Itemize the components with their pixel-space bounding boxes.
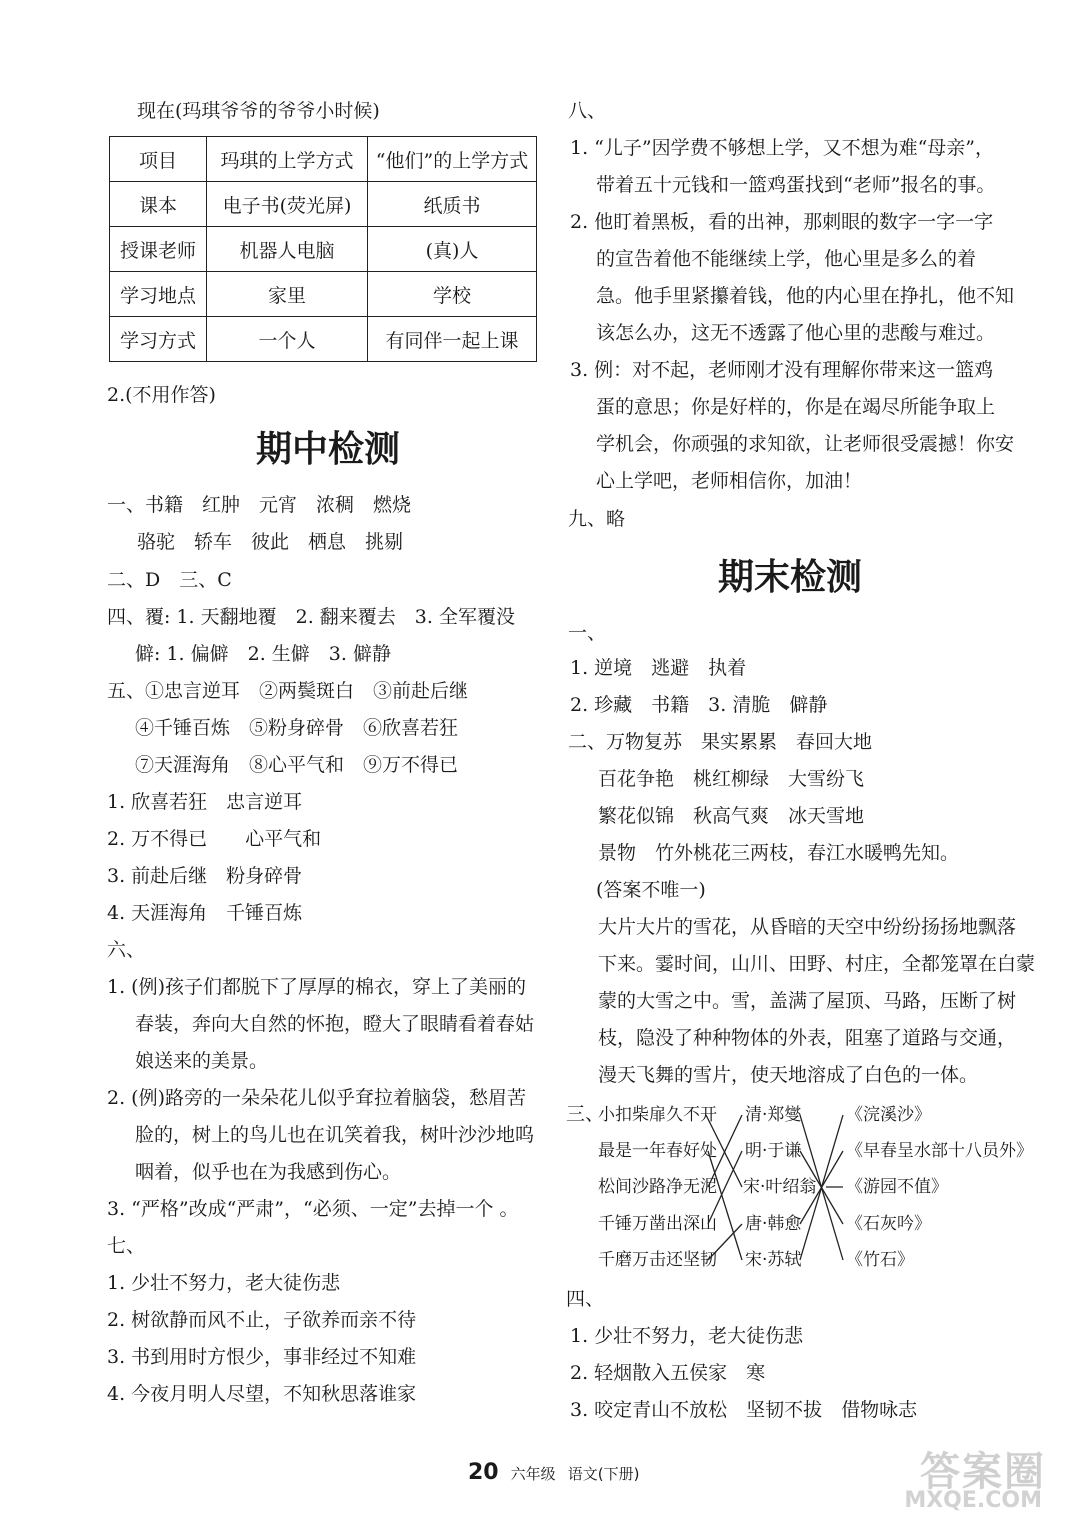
answer-line: 该怎么办，这无不透露了他心里的悲酸与难过。 xyxy=(596,322,996,344)
answer-line: 下来。霎时间，山川、田野、村庄，全都笼罩在白蒙 xyxy=(598,953,1036,975)
answer-line: 2. 树欲静而风不止，子欲养而亲不待 xyxy=(107,1309,417,1331)
answer-line: 3. 咬定青山不放松 坚韧不拔 借物咏志 xyxy=(570,1399,918,1421)
answer-line: 百花争艳 桃红柳绿 大雪纷飞 xyxy=(598,768,865,790)
answer-line: 二、D 三、C xyxy=(107,569,232,591)
answer-line: 娘送来的美景。 xyxy=(135,1050,269,1072)
table-cell: 学习地点 xyxy=(110,272,207,317)
answer-line: 六、 xyxy=(107,939,146,961)
answer-line: 七、 xyxy=(107,1235,146,1257)
answer-line: 蛋的意思；你是好样的，你是在竭尽所能争取上 xyxy=(596,396,996,418)
answer-line: 脸的，树上的鸟儿也在讥笑着我，树叶沙沙地呜 xyxy=(135,1124,535,1146)
answer-line: 的宣告着他不能继续上学，他心里是多么的着 xyxy=(596,248,977,270)
table-cell: 课本 xyxy=(110,182,207,227)
answer-line: 蒙的大雪之中。雪，盖满了屋顶、马路，压断了树 xyxy=(598,990,1017,1012)
answer-line: 4. 天涯海角 千锤百炼 xyxy=(107,902,303,924)
page-number: 20 xyxy=(468,1460,499,1485)
table-cell: 机器人电脑 xyxy=(207,227,368,272)
title-item: 《竹石》 xyxy=(846,1250,914,1270)
answer-line: 2. 他盯着黑板，看的出神，那刺眼的数字一字一字 xyxy=(570,211,994,233)
answer-line: ⑦天涯海角 ⑧心平气和 ⑨万不得已 xyxy=(135,754,459,776)
answer-line: 4. 今夜月明人尽望，不知秋思落谁家 xyxy=(107,1383,417,1405)
answer-line: 1. 少壮不努力，老大徒伤悲 xyxy=(570,1325,804,1347)
answer-line: 3. “严格”改成“严肃”，“必须、一定”去掉一个 。 xyxy=(107,1198,519,1220)
answer-line: ④千锤百炼 ⑤粉身碎骨 ⑥欣喜若狂 xyxy=(135,717,459,739)
title-item: 《早春呈水部十八员外》 xyxy=(846,1141,1033,1161)
answer-line: 2.(不用作答) xyxy=(107,384,216,406)
answer-line: (答案不唯一) xyxy=(596,879,706,901)
table-cell: 纸质书 xyxy=(368,182,537,227)
table-cell: 一个人 xyxy=(207,317,368,362)
answer-line: 1. 少壮不努力，老大徒伤悲 xyxy=(107,1272,341,1294)
watermark-text: 答案圈 xyxy=(920,1449,1046,1495)
verse-item: 小扣柴扉久不开 xyxy=(598,1105,717,1125)
table-cell: 授课老师 xyxy=(110,227,207,272)
answer-line: 咽着，似乎也在为我感到伤心。 xyxy=(135,1161,402,1183)
answer-line: 大片大片的雪花，从昏暗的天空中纷纷扬扬地飘落 xyxy=(598,916,1017,938)
table-cell: “他们”的上学方式 xyxy=(368,137,537,182)
table-cell: 电子书(荧光屏) xyxy=(207,182,368,227)
answer-line: 景物 竹外桃花三两枝，春江水暖鸭先知。 xyxy=(598,842,960,864)
answer-line: 2. 轻烟散入五侯家 寒 xyxy=(570,1362,766,1384)
author-item: 明·于谦 xyxy=(745,1141,802,1161)
answer-line: 僻: 1. 偏僻 2. 生僻 3. 僻静 xyxy=(135,643,391,665)
answer-line: 春装，奔向大自然的怀抱，瞪大了眼睛看着春姑 xyxy=(135,1013,535,1035)
answer-line: 九、略 xyxy=(568,508,626,530)
intro-line: 现在(玛琪爷爷的爷爷小时候) xyxy=(137,100,380,122)
table-cell: 项目 xyxy=(110,137,207,182)
table-cell: 学习方式 xyxy=(110,317,207,362)
author-item: 唐·韩愈 xyxy=(745,1214,802,1234)
answer-line: 枝，隐没了种种物体的外表，阻塞了道路与交通， xyxy=(598,1027,1017,1049)
verse-item: 千磨万击还坚韧 xyxy=(598,1250,717,1270)
subject-label: 语文(下册) xyxy=(567,1465,640,1483)
answer-line: 3. 前赴后继 粉身碎骨 xyxy=(107,865,303,887)
page-footer xyxy=(468,1460,639,1485)
author-item: 宋·苏轼 xyxy=(745,1250,802,1270)
answer-line: 1. 逆境 逃避 执着 xyxy=(570,657,747,679)
answer-line: 一、书籍 红肿 元宵 浓稠 燃烧 xyxy=(107,494,412,516)
watermark-url: MXQE.COM xyxy=(904,1488,1042,1513)
title-item: 《石灰吟》 xyxy=(846,1214,931,1234)
answer-line: 漫天飞舞的雪片，使天地溶成了白色的一体。 xyxy=(598,1064,979,1086)
answer-line: 繁花似锦 秋高气爽 冰天雪地 xyxy=(598,805,865,827)
answer-line: 五、①忠言逆耳 ②两鬓斑白 ③前赴后继 xyxy=(107,680,469,702)
verse-item: 最是一年春好处 xyxy=(598,1141,717,1161)
answer-line: 四、覆: 1. 天翻地覆 2. 翻来覆去 3. 全军覆没 xyxy=(107,606,515,628)
answer-line: 八、 xyxy=(568,100,607,122)
title-item: 《浣溪沙》 xyxy=(846,1105,931,1125)
table-cell: 家里 xyxy=(207,272,368,317)
answer-line: 二、万物复苏 果实累累 春回大地 xyxy=(568,731,873,753)
answer-line: 四、 xyxy=(566,1288,605,1310)
table-cell: 有同伴一起上课 xyxy=(368,317,537,362)
answer-line: 心上学吧，老师相信你，加油！ xyxy=(596,470,863,492)
verse-item: 松间沙路净无泥 xyxy=(598,1177,717,1197)
table-cell: 学校 xyxy=(368,272,537,317)
answer-line: 带着五十元钱和一篮鸡蛋找到“老师”报名的事。 xyxy=(596,174,996,196)
answer-line: 骆驼 轿车 彼此 栖息 挑剔 xyxy=(137,531,404,553)
match-line xyxy=(708,1151,742,1224)
watermark-logo xyxy=(886,1440,1046,1520)
section-heading-final: 期末检测 xyxy=(718,557,863,598)
answer-line: 2. 珍藏 书籍 3. 清脆 僻静 xyxy=(570,694,828,716)
answer-line: 急。他手里紧攥着钱，他的内心里在挣扎，他不知 xyxy=(596,285,1015,307)
title-item: 《游园不值》 xyxy=(846,1177,948,1197)
answer-line: 1. “儿子”因学费不够想上学，又不想为难“母亲”， xyxy=(570,137,995,159)
answer-line: 2. 万不得已 心平气和 xyxy=(107,828,322,850)
answer-line: 3. 例：对不起，老师刚才没有理解你带来这一篮鸡 xyxy=(570,359,994,381)
verse-item: 千锤万凿出深山 xyxy=(598,1214,717,1234)
answer-line: 学机会，你顽强的求知欲，让老师很受震撼！你安 xyxy=(596,433,1015,455)
answer-line: 1. (例)孩子们都脱下了厚厚的棉衣，穿上了美丽的 xyxy=(107,976,526,998)
table-cell: 玛琪的上学方式 xyxy=(207,137,368,182)
matching-label: 三、 xyxy=(566,1103,605,1125)
author-item: 宋·叶绍翁 xyxy=(743,1177,817,1197)
section-heading-midterm: 期中检测 xyxy=(256,429,401,470)
answer-line: 一、 xyxy=(568,622,607,644)
answer-line: 1. 欣喜若狂 忠言逆耳 xyxy=(107,791,303,813)
table-cell: (真)人 xyxy=(368,227,537,272)
author-item: 清·郑燮 xyxy=(745,1105,802,1125)
grade-label: 六年级 xyxy=(510,1465,556,1483)
match-line xyxy=(708,1151,742,1260)
answer-line: 3. 书到用时方恨少，事非经过不知难 xyxy=(107,1346,417,1368)
answer-line: 2. (例)路旁的一朵朵花儿似乎耷拉着脑袋，愁眉苦 xyxy=(107,1087,526,1109)
